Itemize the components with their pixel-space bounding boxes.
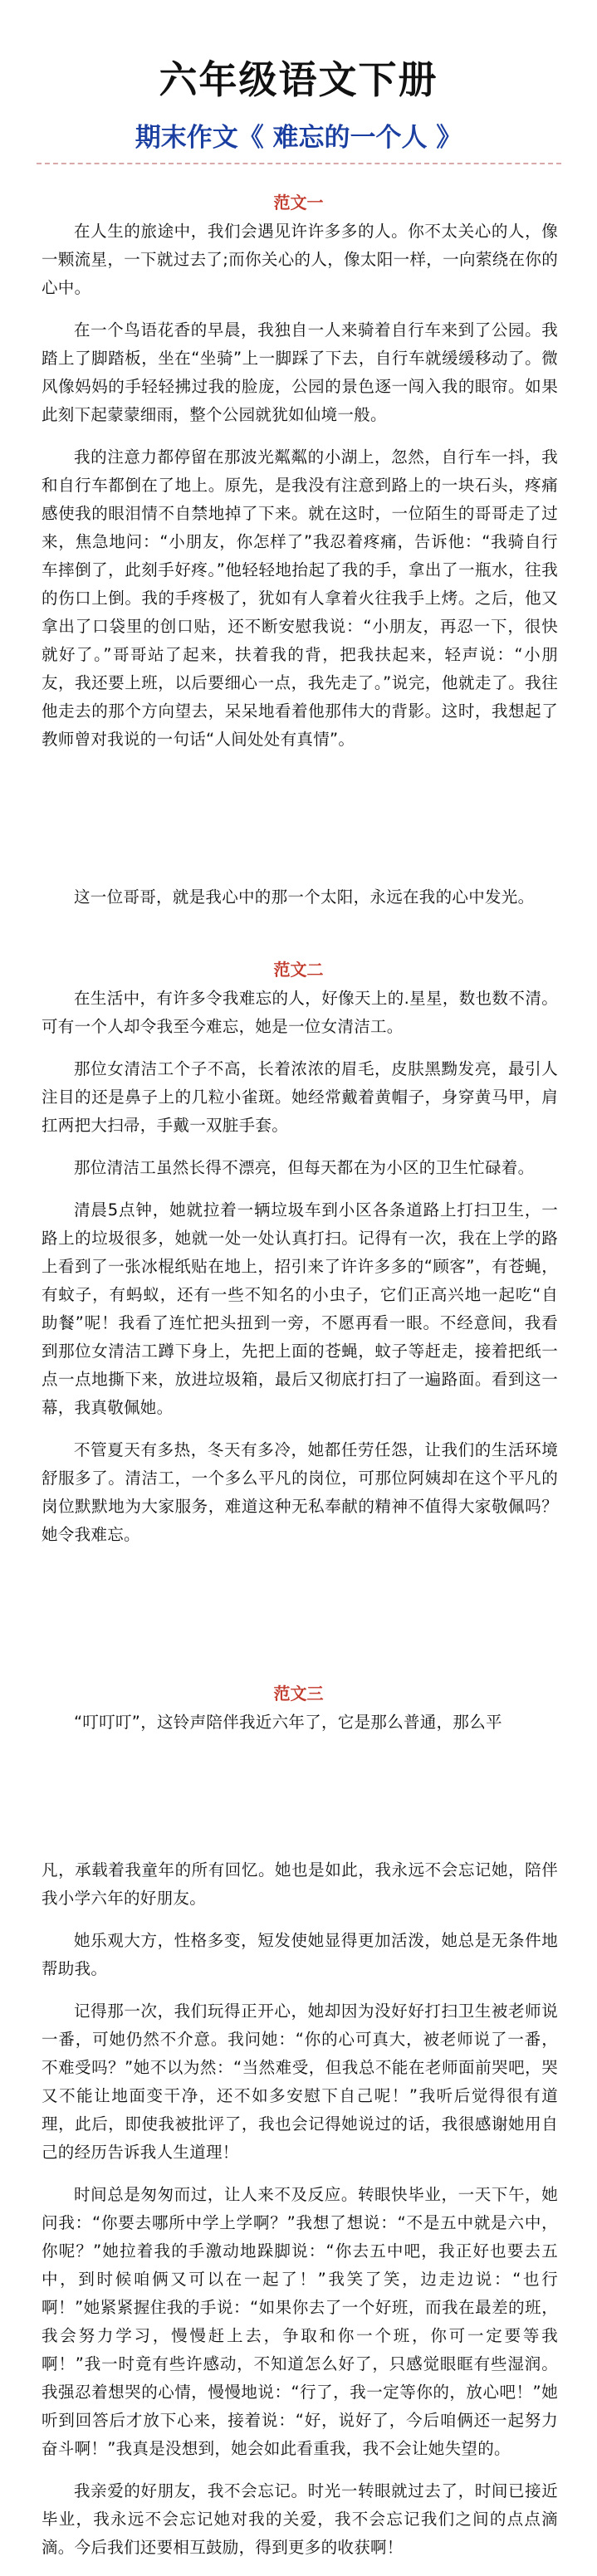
page-subtitle: 期末作文《 难忘的一个人 》 xyxy=(135,123,462,153)
paragraph: 这一位哥哥，就是我心中的那一个太阳，永远在我的心中发光。 xyxy=(74,887,535,907)
paragraph: 我的注意力都停留在那波光粼粼的小湖上，忽然，自行车一抖，我和自行车都倒在了地上。原先，是我没有注意到路上的一块石头，疼痛感使我的眼泪情不自禁地掉了下来。就在这时，一位陌生的哥哥走了过来，焦急地问：“小朋友，你怎样了”我忍着疼痛，告诉他：“我骑自行车摔倒了，此刻手好疼。”他轻轻地抬起了我的手，拿出了一瓶水，往我的伤口上倒。我的手疼极了，犹如有人拿着火往我手上烤。之后，他又拿出了口袋里的创口贴，还不断安慰我说：“小朋友，再忍一下，很快就好了。”哥哥站了起来，扶着我的背，把我扶起来，轻声说：“小朋友，我还要上班，以后要细心一点，我先走了。”说完，他就走了。我往他走去的那个方向望去，呆呆地看着他那伟大的背影。这时，我想起了教师曾对我说的一句话“人间处处有真情”。 xyxy=(42,447,558,749)
paragraph: 在生活中，有许多令我难忘的人，好像天上的.星星，数也数不清。可有一个人却令我至今难忘，她是一位女清洁工。 xyxy=(42,989,558,1036)
paragraph: 在人生的旅途中，我们会遇见许许多多的人。你不太关心的人，像一颗流星，一下就过去了;而你关心的人，像太阳一样，一向萦绕在你的心中。 xyxy=(42,222,558,297)
section-heading-3: 范文三 xyxy=(273,1684,324,1703)
paragraph: 清晨5点钟，她就拉着一辆垃圾车到小区各条道路上打扫卫生，一路上的垃圾很多，她就一处一处认真打扫。记得有一次，我在上学的路上看到了一张冰棍纸贴在地上，招引来了许许多多的“顾客”，有苍蝇，有蚊子，有蚂蚁，还有一些不知名的小虫子，它们正高兴地一起吃“自助餐”呢！我看了连忙把头扭到一旁，不愿再看一眼。不经意间，我看到那位女清洁工蹲下身上，先把上面的苍蝇，蚊子等赶走，接着把纸一点一点地撕下来，放进垃圾箱，最后又彻底打扫了一遍路面。看到这一幕，我真敬佩她。 xyxy=(42,1200,558,1417)
title-divider xyxy=(37,163,561,164)
section-heading-2: 范文二 xyxy=(273,960,324,980)
paragraph: 不管夏天有多热，冬天有多冷，她都任劳任怨，让我们的生活环境舒服多了。清洁工，一个多么平凡的岗位，可那位阿姨却在这个平凡的岗位默默地为大家服务，难道这种无私奉献的精神不值得大家敬佩吗？她令我难忘。 xyxy=(42,1440,558,1544)
section-1-closing xyxy=(42,883,558,926)
paragraph: 时间总是匆匆而过，让人来不及反应。转眼快毕业，一天下午，她问我：“你要去哪所中学上学啊？”我想了想说：“不是五中就是六中，你呢？”她拉着我的手激动地跺脚说：“你去五中吧，我正好也要去五中，到时候咱俩又可以在一起了！”我笑了笑，边走边说：“也行啊！”她紧紧握住我的手说：“如果你去了一个好班，而我在最差的班，我会努力学习，慢慢赶上去，争取和你一个班，你可一定要等我啊！”我一时竟有些许感动，不知道怎么好了，只感觉眼眶有些湿润。我强忍着想哭的心情，慢慢地说：“行了，我一定等你的，放心吧！”她听到回答后才放下心来，接着说：“好，说好了，今后咱俩还一起努力奋斗啊！”我真是没想到，她会如此看重我，我不会让她失望的。 xyxy=(42,2185,558,2458)
paragraph: 那位女清洁工个子不高，长着浓浓的眉毛，皮肤黑黝发亮，最引人注目的还是鼻子上的几粒小雀斑。她经常戴着黄帽子，身穿黄马甲，肩扛两把大扫帚，手戴一双脏手套。 xyxy=(42,1059,558,1135)
paragraph: 凡，承载着我童年的所有回忆。她也是如此，我永远不会忘记她，陪伴我小学六年的好朋友。 xyxy=(42,1860,558,1908)
paragraph: “叮叮叮”，这铃声陪伴我近六年了，它是那么普通，那么平 xyxy=(74,1713,502,1732)
page-title: 六年级语文下册 xyxy=(159,57,438,102)
paragraph: 在一个鸟语花香的早晨，我独自一人来骑着自行车来到了公园。我踏上了脚踏板，坐在“坐骑”上一脚踩了下去，自行车就缓缓移动了。微风像妈妈的手轻轻拂过我的脸庞，公园的景色逐一闯入我的眼帘。如果此刻下起蒙蒙细雨，整个公园就犹如仙境一般。 xyxy=(42,320,558,424)
paragraph: 我亲爱的好朋友，我不会忘记。时光一转眼就过去了，时间已接近毕业，我永远不会忘记她对我的关爱，我不会忘记我们之间的点点滴滴。今后我们还要相互鼓励，得到更多的收获啊！ xyxy=(42,2481,558,2557)
section-3-body xyxy=(42,1856,558,2576)
section-3-intro xyxy=(42,1708,558,1751)
section-heading-1: 范文一 xyxy=(273,193,324,213)
paragraph: 她乐观大方，性格多变，短发使她显得更加活泼，她总是无条件地帮助我。 xyxy=(42,1931,558,1978)
section-2-body xyxy=(42,985,558,1563)
paragraph: 记得那一次，我们玩得正开心，她却因为没好好打扫卫生被老师说一番，可她仍然不介意。我问她：“你的心可真大，被老师说了一番，不难受吗？”她不以为然：“当然难受，但我总不能在老师面前哭吧，哭又不能让地面变干净，还不如多安慰下自己呢！”我听后觉得很有道理，此后，即使我被批评了，我也会记得她说过的话，我很感谢她用自己的经历告诉我人生道理！ xyxy=(42,2002,558,2162)
paragraph: 那位清洁工虽然长得不漂亮，但每天都在为小区的卫生忙碌着。 xyxy=(74,1158,535,1177)
section-1-body xyxy=(42,218,558,768)
